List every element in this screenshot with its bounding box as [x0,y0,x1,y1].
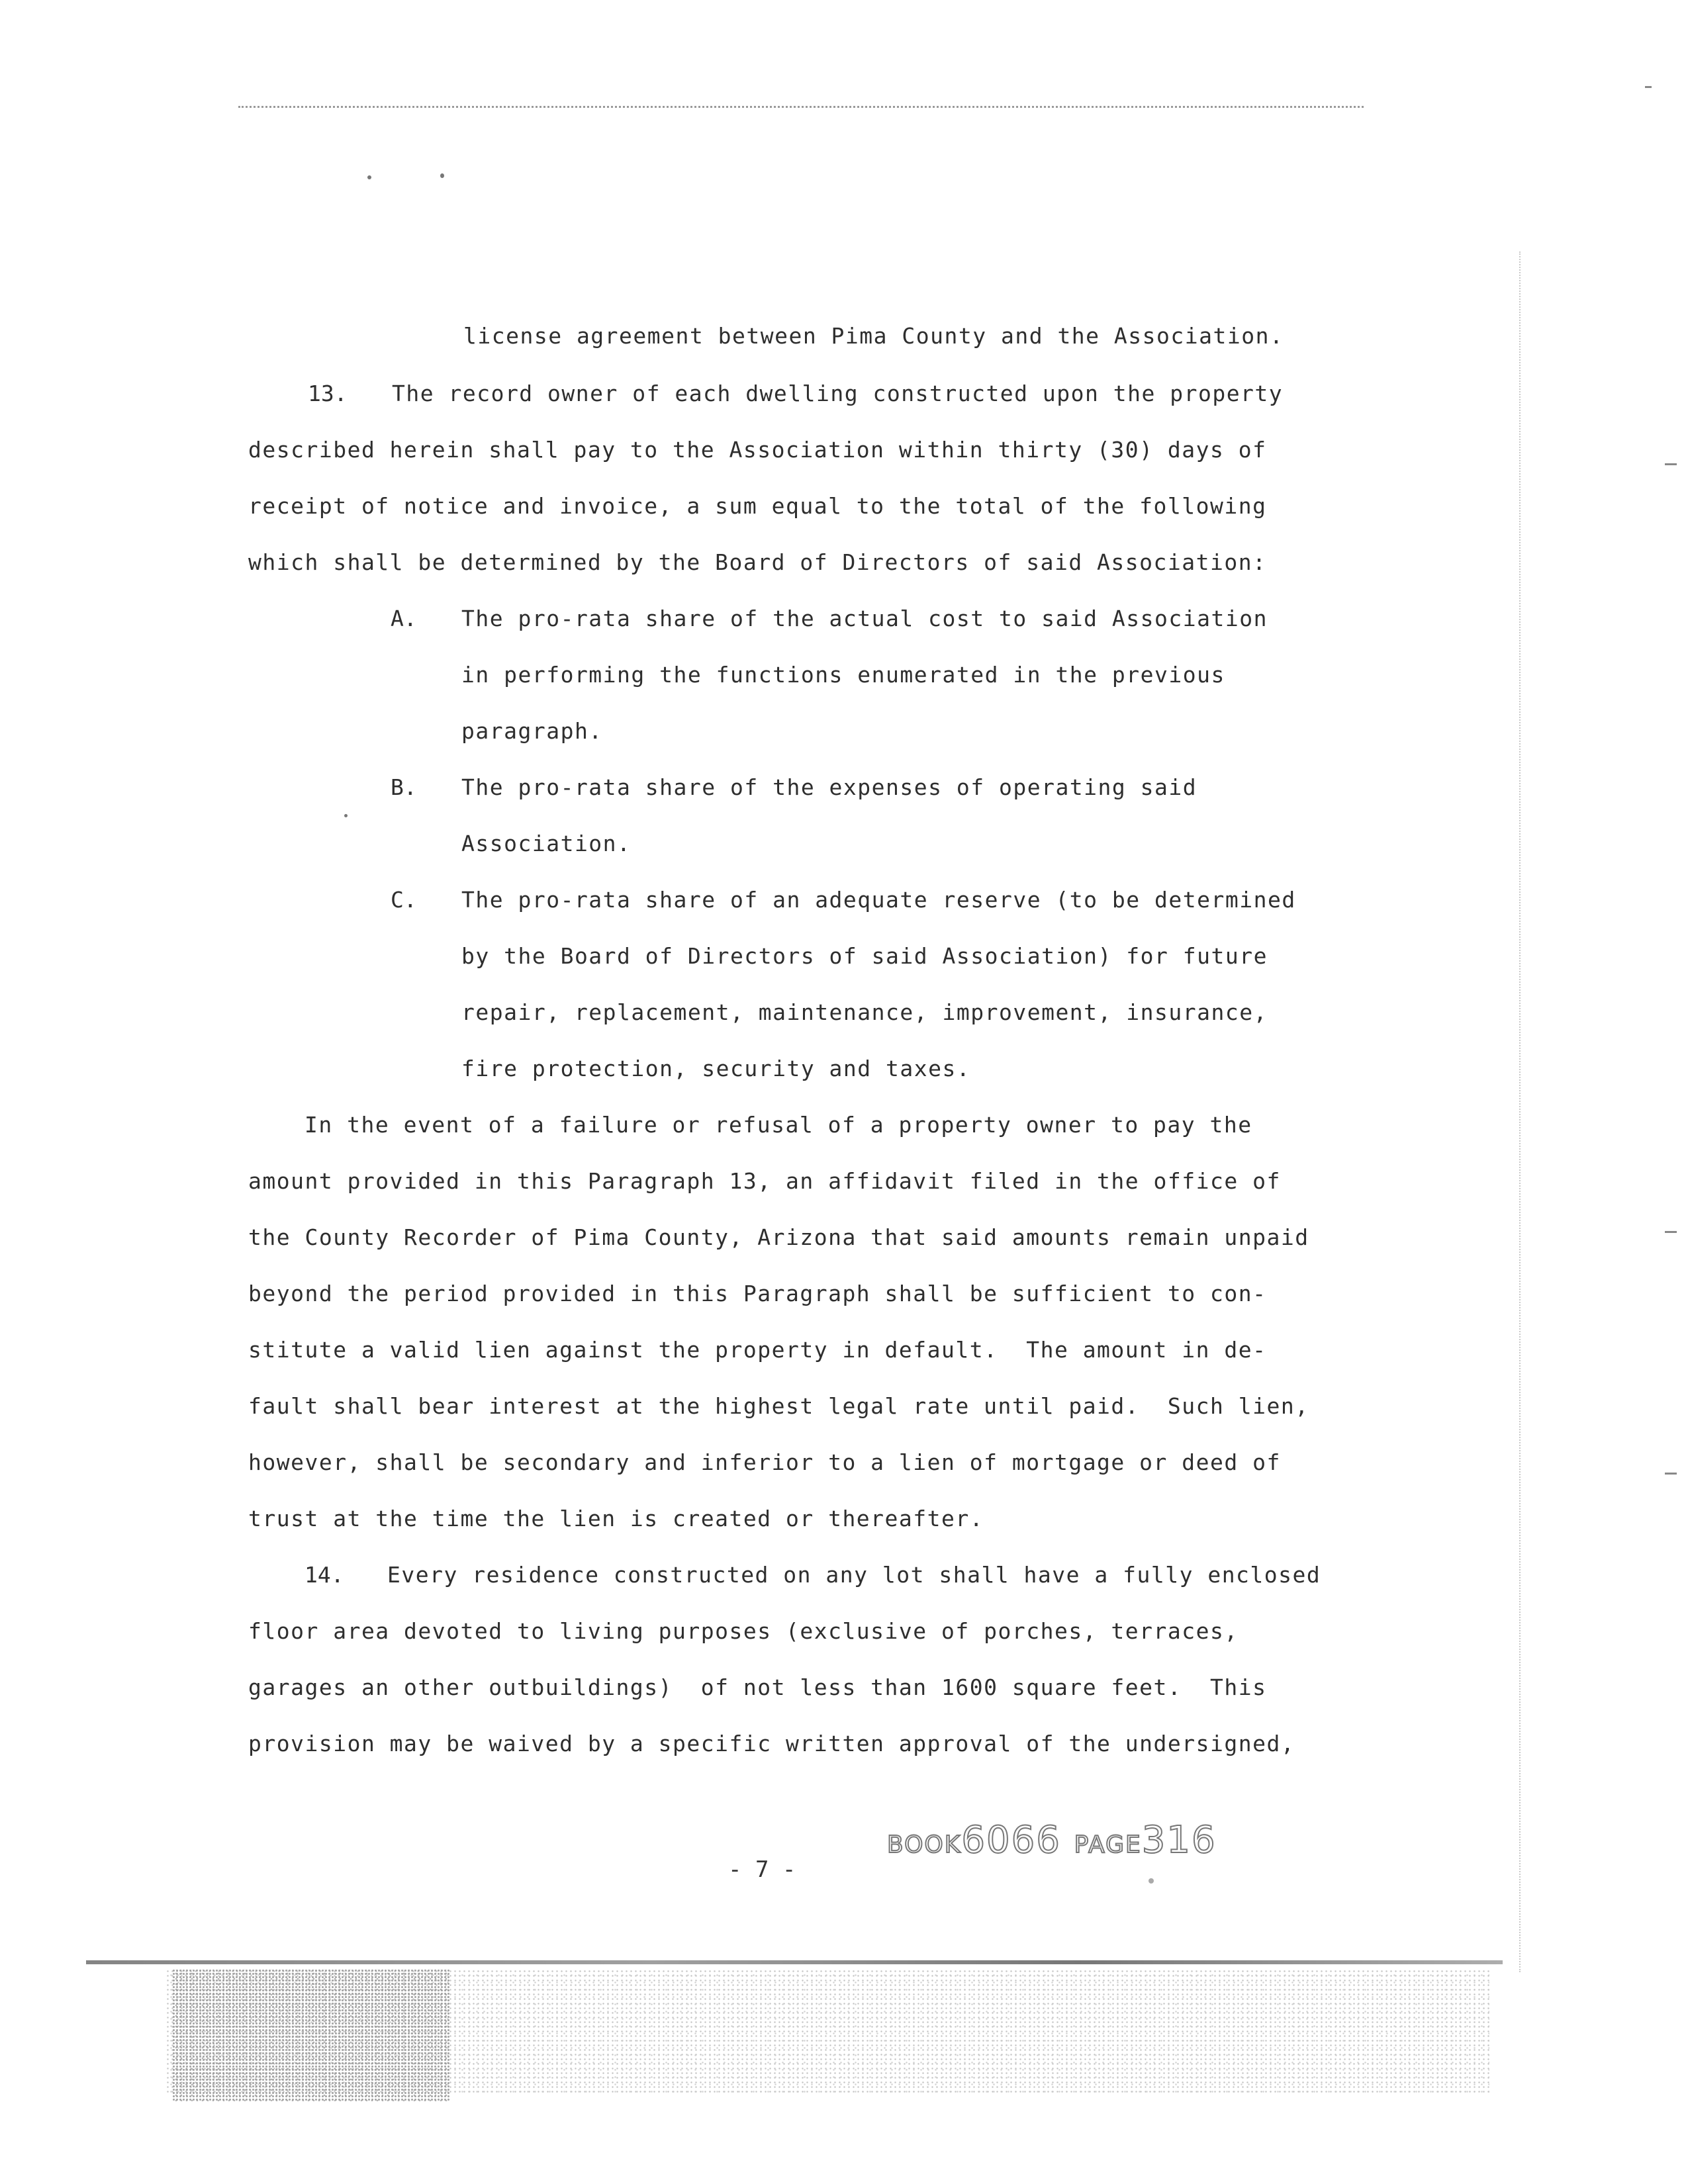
text-line: amount provided in this Paragraph 13, an affidavit filed in the office of [248,1168,1281,1194]
text-line: floor area devoted to living purposes (exclusive of porches, terraces, [248,1618,1239,1644]
text-line: the County Recorder of Pima County, Arizona that said amounts remain unpaid [248,1224,1309,1250]
text-line: The pro-rata share of the actual cost to said Association [461,606,1268,631]
paragraph-number: 13. [308,381,348,406]
text-line: Every residence constructed on any lot shall have a fully enclosed [387,1562,1321,1588]
stamp-book-number: 6066 [961,1819,1061,1862]
text-line: stitute a valid lien against the property in default. The amount in de- [248,1337,1267,1363]
scan-artifact-rule [238,106,1364,108]
list-marker: C. [391,887,417,913]
text-line: The pro-rata share of the expenses of operating said [461,774,1197,800]
scan-noise-dense [172,1969,450,2101]
scan-edge-mark [1665,463,1677,465]
paragraph-number: 14. [305,1562,344,1588]
scan-edge-mark [1665,1473,1677,1475]
stamp-page-number: 316 [1141,1819,1217,1862]
text-line: by the Board of Directors of said Association) for future [461,943,1268,969]
text-line: fire protection, security and taxes. [461,1056,971,1081]
text-line: trust at the time the lien is created or thereafter. [248,1506,984,1531]
list-marker: A. [391,606,417,631]
scan-speck [1149,1878,1154,1884]
page-number: - 7 - [728,1856,796,1883]
text-line: In the event of a failure or refusal of a property owner to pay the [305,1112,1252,1138]
scan-edge-line [1519,251,1521,1972]
text-line: described herein shall pay to the Association within thirty (30) days of [248,437,1267,463]
text-line: fault shall bear interest at the highest legal rate until paid. Such lien, [248,1393,1309,1419]
list-marker: B. [391,774,417,800]
text-line: however, shall be secondary and inferior to a lien of mortgage or deed of [248,1449,1281,1475]
text-line: garages an other outbuildings) of not less than 1600 square feet. This [248,1674,1267,1700]
scan-speck [344,814,348,817]
scan-speck [440,173,444,178]
stamp-book-label: BOOK [887,1831,962,1858]
scan-artifact-rule [86,1960,1503,1964]
scan-edge-mark [1665,1231,1677,1233]
text-line: beyond the period provided in this Paragraph shall be sufficient to con- [248,1281,1267,1306]
stamp-page-label: PAGE [1074,1831,1142,1858]
text-line: provision may be waived by a specific written approval of the undersigned, [248,1731,1295,1756]
text-line: which shall be determined by the Board of Directors of said Association: [248,549,1267,575]
text-line: repair, replacement, maintenance, improvement, insurance, [461,999,1268,1025]
text-line: The record owner of each dwelling constructed upon the property [392,381,1284,406]
text-line: Association. [461,831,632,856]
scan-speck [367,175,371,179]
text-line: in performing the functions enumerated in the previous [461,662,1225,688]
text-line: receipt of notice and invoice, a sum equal to the total of the following [248,493,1267,519]
text-line: license agreement between Pima County and the Association. [463,323,1284,349]
recording-stamp [887,1819,1217,1862]
text-line: paragraph. [461,718,603,744]
text-line: The pro-rata share of an adequate reserve (to be determined [461,887,1296,913]
scan-edge-mark [1645,86,1652,88]
